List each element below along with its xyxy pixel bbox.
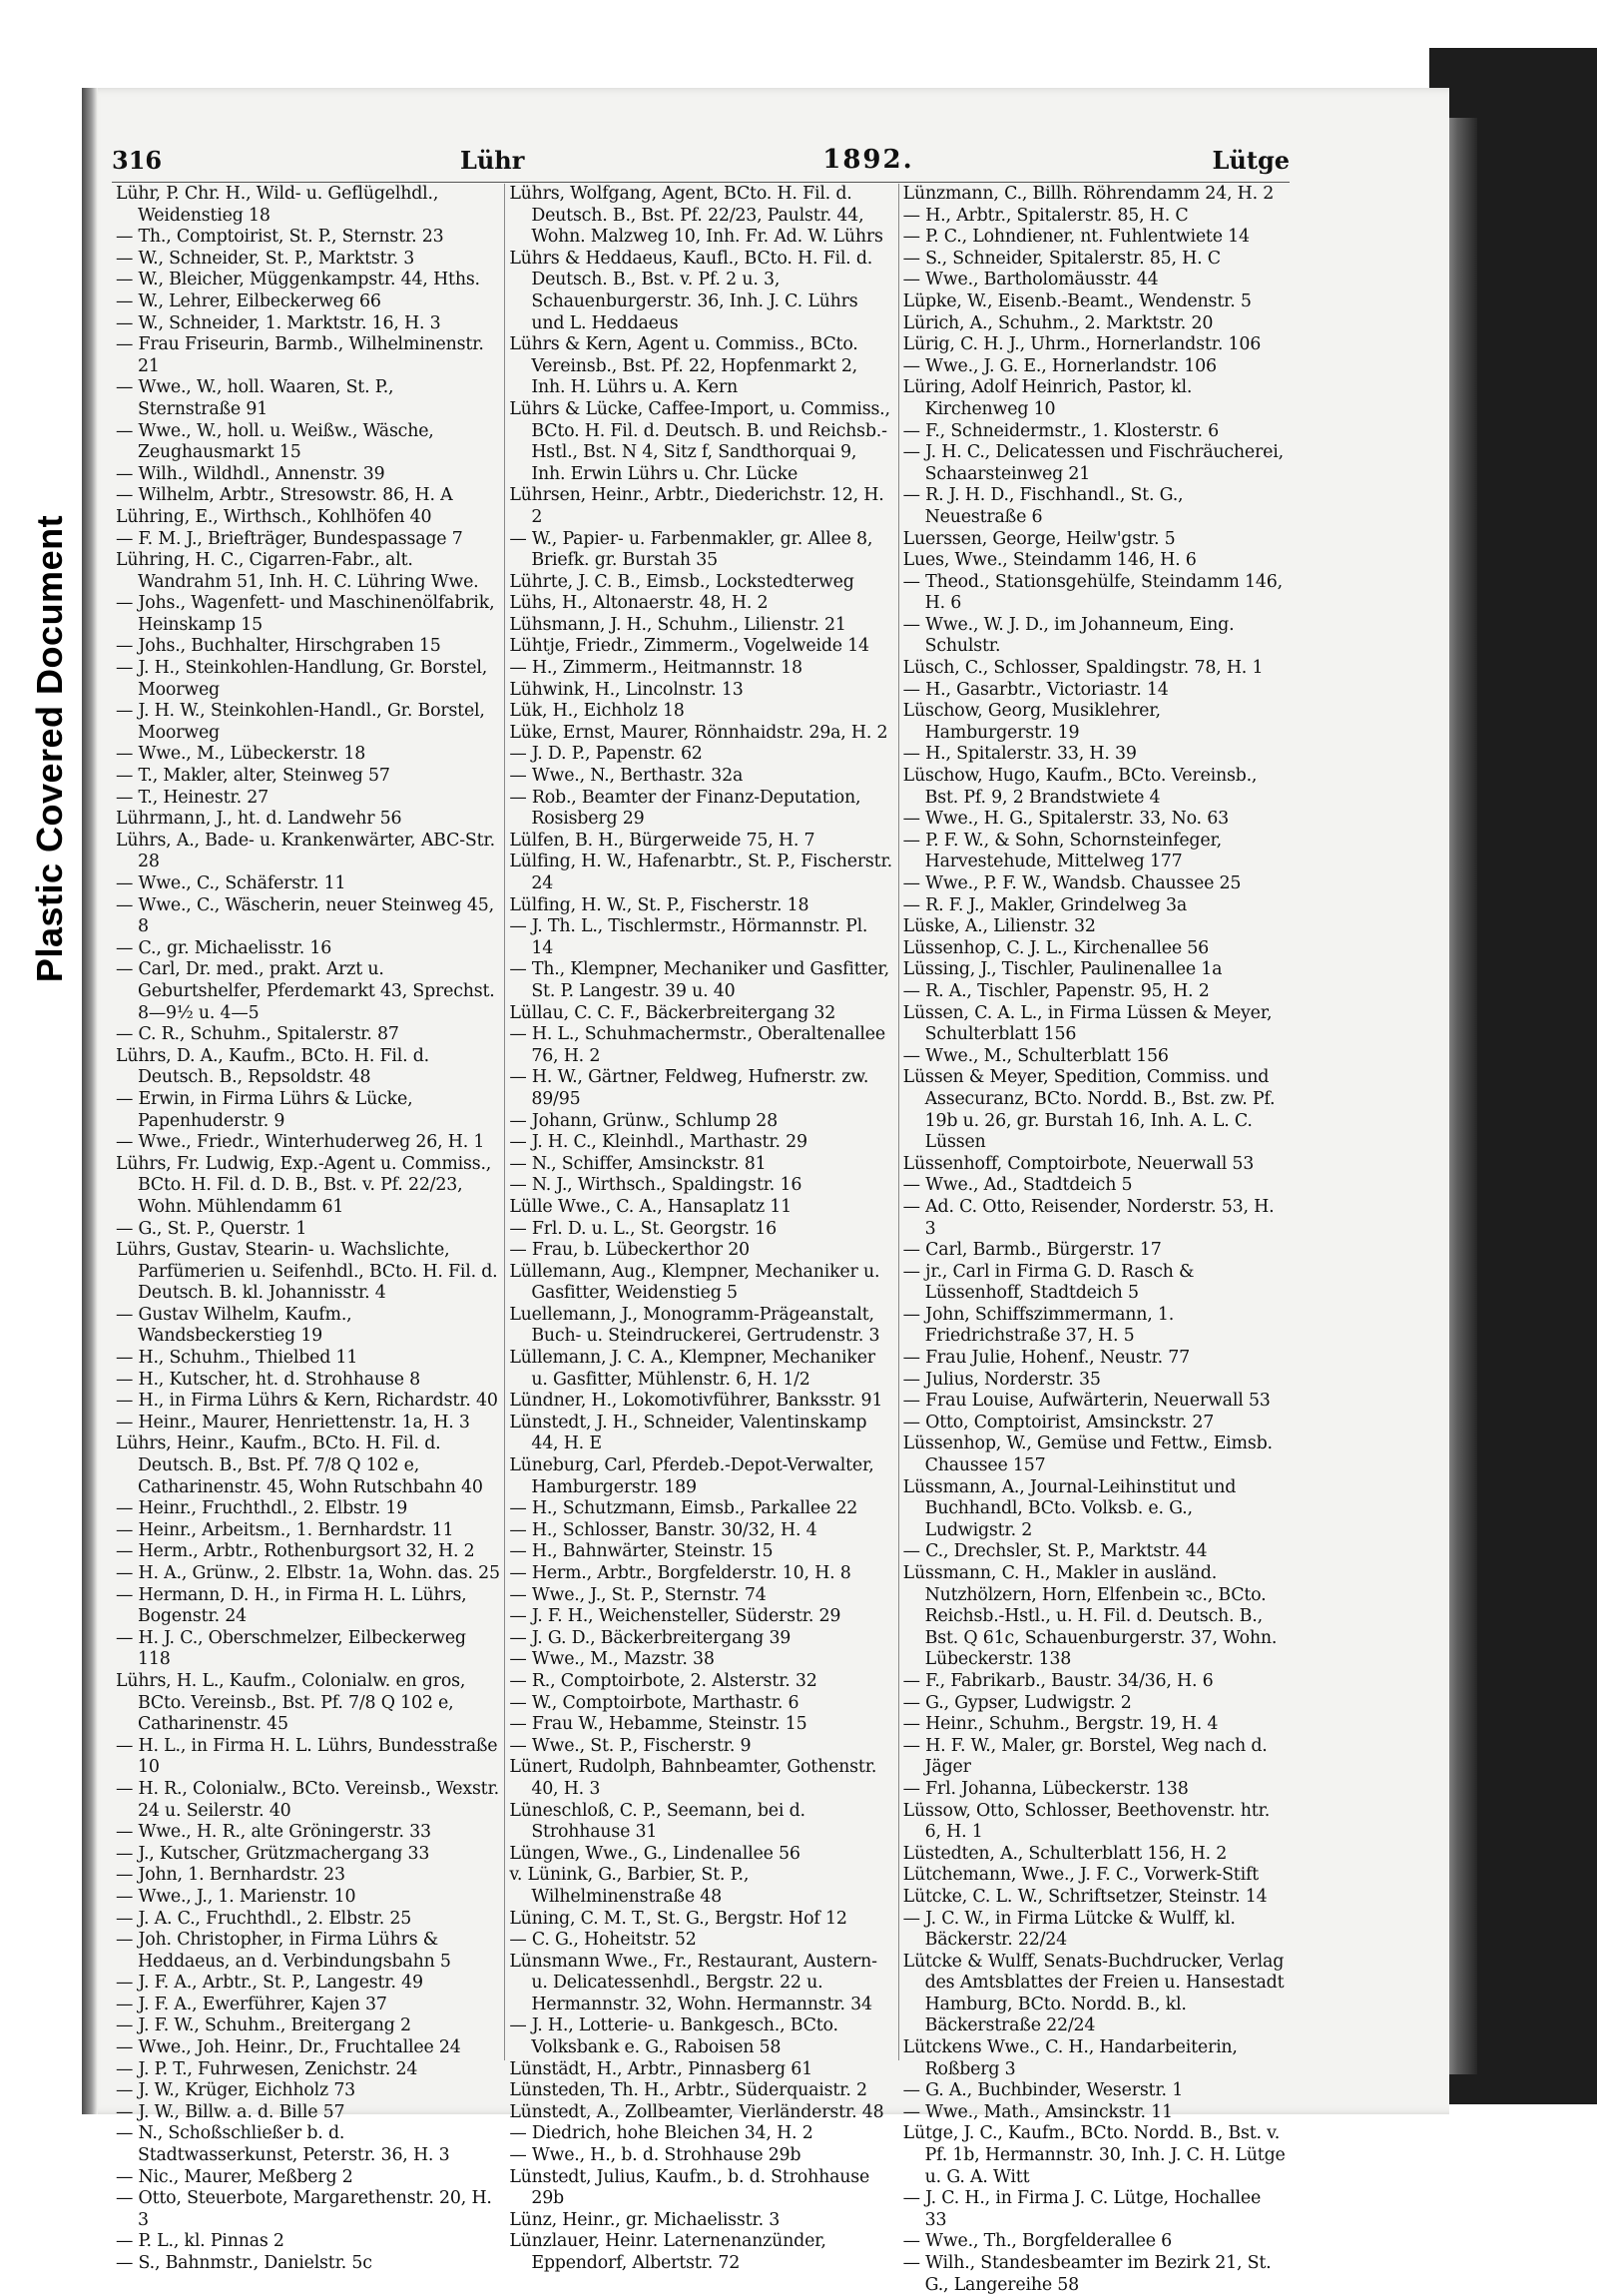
directory-entry: — F., Fabrikarb., Baustr. 34/36, H. 6 (902, 1670, 1214, 1691)
directory-entry: — Frau Julie, Hohenf., Neustr. 77 (902, 1348, 1191, 1369)
directory-entry: — Carl, Dr. med., prakt. Arzt u. Geburtshelfer, Pferdemarkt 43, Sprechst. 8—9½ u. 4—5 (116, 959, 495, 1023)
directory-entry: Lütcke & Wulff, Senats-Buchdrucker, Verlag des Amtsblattes der Freien u. Hansestadt Hamburg, BCto. Nordd. B., kl. Bäckerstraße 22/24 (902, 1951, 1285, 2036)
directory-entry: Lünzlauer, Heinr. Laternenanzünder, Eppendorf, Albertstr. 72 (509, 2231, 826, 2273)
directory-entry: — G., Gypser, Ludwigstr. 2 (902, 1692, 1132, 1713)
directory-entry: Lühring, E., Wirthsch., Kohlhöfen 40 (116, 506, 432, 527)
directory-entry: Lüschow, Hugo, Kaufm., BCto. Vereinsb., Bst. Pf. 9, 2 Brandstwiete 4 (902, 766, 1258, 808)
directory-entry: — H., Arbtr., Spitalerstr. 85, H. C (902, 205, 1189, 226)
directory-entry: — Frau Friseurin, Barmb., Wilhelminenstr. 21 (116, 334, 484, 376)
directory-entry: Lünert, Rudolph, Bahnbeamter, Gothenstr. 40, H. 3 (509, 1757, 877, 1799)
directory-entry: — Wwe., Math., Amsinckstr. 11 (902, 2101, 1173, 2122)
directory-entry: — J. H. C., Delicatessen und Fischräucherei, Schaarsteinweg 21 (902, 442, 1284, 484)
column-1 (112, 184, 504, 2273)
directory-entry: — Erwin, in Firma Lührs & Lücke, Papenhuderstr. 9 (116, 1088, 413, 1131)
directory-entry: — Heinr., Schuhm., Bergstr. 19, H. 4 (902, 1714, 1219, 1735)
directory-entry: — T., Heinestr. 27 (116, 787, 268, 808)
directory-entry: — S., Schneider, Spitalerstr. 85, H. C (902, 248, 1221, 269)
directory-entry: Lührs, D. A., Kaufm., BCto. H. Fil. d. Deutsch. B., Repsoldstr. 48 (116, 1045, 429, 1088)
directory-entry: — H. R., Colonialw., BCto. Vereinsb., Wexstr. 24 u. Seilerstr. 40 (116, 1778, 500, 1821)
header-right-word: Lütge (1212, 145, 1290, 175)
directory-entry: — Wilh., Wildhdl., Annenstr. 39 (116, 463, 385, 484)
directory-entry: — H., Schuhm., Thielbed 11 (116, 1348, 358, 1369)
directory-entry: — John, 1. Bernhardstr. 23 (116, 1865, 345, 1886)
directory-entry: — C., Drechsler, St. P., Marktstr. 44 (902, 1541, 1208, 1562)
directory-entry: Lünstedt, Julius, Kaufm., b. d. Strohhause 29b (509, 2166, 870, 2209)
directory-entry: — C. G., Hoheitstr. 52 (509, 1930, 697, 1951)
directory-entry: — Wwe., J. G. E., Hornerlandstr. 106 (902, 355, 1217, 376)
directory-entry: — J. H. W., Steinkohlen-Handl., Gr. Borstel, Moorweg (116, 701, 485, 743)
page-header (112, 138, 1290, 183)
directory-entry: Luerssen, George, Heilw'gstr. 5 (902, 528, 1176, 549)
directory-entry: Lührs & Kern, Agent u. Commiss., BCto. Vereinsb., Bst. Pf. 22, Hopfenmarkt 2, Inh. H. Lührs u. A. Kern (509, 334, 858, 398)
directory-entry: — Julius, Norderstr. 35 (902, 1369, 1101, 1390)
directory-entry: — Heinr., Arbeitsm., 1. Bernhardstr. 11 (116, 1519, 454, 1540)
directory-entry: — J. A. C., Fruchthdl., 2. Elbstr. 25 (116, 1908, 412, 1929)
directory-entry: — Wwe., H. G., Spitalerstr. 33, No. 63 (902, 809, 1229, 830)
directory-entry: — Wwe., C., Wäscherin, neuer Steinweg 45, 8 (116, 894, 494, 937)
directory-entry: Lüke, Ernst, Maurer, Rönnhaidstr. 29a, H. 2 (509, 722, 888, 743)
directory-entry: Lüpke, W., Eisenb.-Beamt., Wendenstr. 5 (902, 290, 1252, 311)
directory-entry: Lüning, C. M. T., St. G., Bergstr. Hof 12 (509, 1908, 847, 1929)
directory-entry: — John, Schiffszimmermann, 1. Friedrichstraße 37, H. 5 (902, 1304, 1175, 1347)
column-3 (898, 184, 1292, 2295)
directory-entry: — Wwe., N., Berthastr. 32a (509, 766, 744, 787)
directory-entry: Lühring, H. C., Cigarren-Fabr., alt. Wandrahm 51, Inh. H. C. Lühring Wwe. (116, 550, 479, 592)
directory-entry: Lühwink, H., Lincolnstr. 13 (509, 679, 744, 700)
directory-entry: — Johann, Grünw., Schlump 28 (509, 1110, 779, 1131)
directory-entry: — H., Schlosser, Banstr. 30/32, H. 4 (509, 1519, 817, 1540)
directory-entry: — Wwe., M., Lübeckerstr. 18 (116, 744, 366, 765)
directory-entry: Lührs, Wolfgang, Agent, BCto. H. Fil. d. Deutsch. B., Bst. Pf. 22/23, Paulstr. 44, Wohn. Malzweg 10, Inh. Fr. Ad. W. Lührs (509, 184, 883, 248)
directory-entry: — Wilhelm, Arbtr., Stresowstr. 86, H. A (116, 485, 453, 506)
directory-entry: Lüllau, C. C. F., Bäckerbreitergang 32 (509, 1002, 836, 1023)
directory-entry: Lues, Wwe., Steindamm 146, H. 6 (902, 550, 1197, 571)
directory-entry: — J. F. A., Ewerführer, Kajen 37 (116, 1994, 387, 2014)
page-number: 316 (112, 145, 163, 175)
directory-entry: — J. W., Billw. a. d. Bille 57 (116, 2101, 345, 2122)
directory-entry: — J. H., Steinkohlen-Handlung, Gr. Borstel, Moorweg (116, 658, 488, 700)
directory-entry: — H., Gasarbtr., Victoriastr. 14 (902, 679, 1169, 700)
directory-entry: Lüngen, Wwe., G., Lindenallee 56 (509, 1843, 800, 1864)
directory-entry: — J. P. T., Fuhrwesen, Zenichstr. 24 (116, 2058, 418, 2079)
directory-entry: — T., Makler, alter, Steinweg 57 (116, 766, 390, 787)
directory-entry: — H., in Firma Lührs & Kern, Richardstr. 40 (116, 1391, 498, 1412)
directory-entry: Lührmann, J., ht. d. Landwehr 56 (116, 809, 402, 830)
directory-entry: — Th., Klempner, Mechaniker und Gasfitter, St. P. Langestr. 39 u. 40 (509, 959, 889, 1001)
directory-entry: — Wwe., Friedr., Winterhuderweg 26, H. 1 (116, 1132, 485, 1153)
directory-entry: — C. R., Schuhm., Spitalerstr. 87 (116, 1024, 399, 1045)
directory-entry: Lüssenhop, C. J. L., Kirchenallee 56 (902, 937, 1209, 958)
directory-entry: — Carl, Barmb., Bürgerstr. 17 (902, 1240, 1162, 1261)
directory-entry: — Gustav Wilhelm, Kaufm., Wandsbeckerstieg 19 (116, 1304, 352, 1347)
directory-entry: — jr., Carl in Firma G. D. Rasch & Lüssenhoff, Stadtdeich 5 (902, 1261, 1195, 1304)
directory-entry: — Wwe., St. P., Fischerstr. 9 (509, 1735, 752, 1756)
directory-entry: Lülle Wwe., C. A., Hansaplatz 11 (509, 1196, 793, 1217)
directory-entry: — P. F. W., & Sohn, Schornsteinfeger, Harvestehude, Mittelweg 177 (902, 830, 1222, 872)
directory-entry: — Th., Comptoirist, St. P., Sternstr. 23 (116, 227, 444, 248)
directory-entry: Lüssow, Otto, Schlosser, Beethovenstr. htr. 6, H. 1 (902, 1800, 1271, 1843)
directory-entry: Lühr, P. Chr. H., Wild- u. Geflügelhdl., Weidenstieg 18 (116, 184, 439, 226)
directory-entry: — W., Comptoirbote, Marthastr. 6 (509, 1692, 799, 1713)
directory-entry: — N., Schoßschließer b. d. Stadtwasserkunst, Peterstr. 36, H. 3 (116, 2123, 450, 2166)
directory-entry: — Wwe., M., Schulterblatt 156 (902, 1045, 1169, 1066)
directory-entry: — H. L., in Firma H. L. Lührs, Bundesstraße 10 (116, 1735, 498, 1778)
directory-entry: — Wwe., Joh. Heinr., Dr., Fruchtallee 24 (116, 2037, 461, 2058)
directory-entry: — Herm., Arbtr., Borgfelderstr. 10, H. 8 (509, 1563, 851, 1583)
directory-entry: Lük, H., Eichholz 18 (509, 701, 685, 722)
directory-entry: Lührs, Gustav, Stearin- u. Wachslichte, Parfümerien u. Seifenhdl., BCto. H. Fil. d. Deutsch. B. kl. Johannisstr. 4 (116, 1240, 498, 1304)
directory-entry: Lüssmann, C. H., Makler in ausländ. Nutzhölzern, Horn, Elfenbein ꝛc., BCto. Reichsb.-Hstl., u. H. Fil. d. Deutsch. B., Bst. Q 61c, Schauenburgerstr. 37, Wohn. Lübeckerstr. 138 (902, 1563, 1278, 1670)
directory-entry: — Johs., Wagenfett- und Maschinenölfabrik, Heinskamp 15 (116, 593, 495, 635)
directory-entry: — N. J., Wirthsch., Spaldingstr. 16 (509, 1175, 802, 1196)
directory-entry: — Wwe., W., holl. u. Weißw., Wäsche, Zeughausmarkt 15 (116, 420, 434, 463)
directory-entry: — Hermann, D. H., in Firma H. L. Lührs, Bogenstr. 24 (116, 1584, 467, 1627)
directory-entry: — G. A., Buchbinder, Weserstr. 1 (902, 2080, 1184, 2101)
directory-entry: — H. F. W., Maler, gr. Borstel, Weg nach d. Jäger (902, 1735, 1268, 1778)
directory-entry: — R., Comptoirbote, 2. Alsterstr. 32 (509, 1670, 817, 1691)
directory-entry: — R. J. H. D., Fischhandl., St. G., Neuestraße 6 (902, 485, 1184, 527)
directory-entry: Lührte, J. C. B., Eimsb., Lockstedterweg (509, 571, 854, 592)
directory-entry: — W., Bleicher, Müggenkampstr. 44, Hths. (116, 270, 480, 290)
directory-columns (112, 184, 1292, 2295)
directory-entry: — F., Schneidermstr., 1. Klosterstr. 6 (902, 420, 1220, 441)
directory-entry: — W., Lehrer, Eilbeckerweg 66 (116, 290, 381, 311)
directory-entry: Lütchemann, Wwe., J. F. C., Vorwerk-Stift (902, 1865, 1259, 1886)
directory-entry: — Diedrich, hohe Bleichen 34, H. 2 (509, 2123, 813, 2144)
directory-entry: — Frau, b. Lübeckerthor 20 (509, 1240, 750, 1261)
directory-entry: — Frau W., Hebamme, Steinstr. 15 (509, 1714, 807, 1735)
directory-entry: — Nic., Maurer, Meßberg 2 (116, 2166, 353, 2187)
directory-entry: — Frau Louise, Aufwärterin, Neuerwall 53 (902, 1391, 1271, 1412)
directory-entry: Lülfing, H. W., St. P., Fischerstr. 18 (509, 894, 809, 915)
directory-entry: — J. G. D., Bäckerbreitergang 39 (509, 1627, 792, 1648)
directory-entry: — R. A., Tischler, Papenstr. 95, H. 2 (902, 980, 1210, 1001)
directory-entry: Luellemann, J., Monogramm-Prägeanstalt, Buch- u. Steindruckerei, Gertrudenstr. 3 (509, 1304, 880, 1347)
directory-entry: Lündner, H., Lokomotivführer, Banksstr. 91 (509, 1391, 883, 1412)
directory-entry: v. Lünink, G., Barbier, St. P., Wilhelminenstraße 48 (509, 1865, 750, 1907)
directory-entry: — W., Papier- u. Farbenmakler, gr. Allee 8, Briefk. gr. Burstah 35 (509, 528, 873, 571)
directory-entry: — J. F. H., Weichensteller, Süderstr. 29 (509, 1606, 841, 1627)
directory-entry: — H. L., Schuhmachermstr., Oberaltenallee 76, H. 2 (509, 1024, 885, 1066)
directory-entry: Lünz, Heinr., gr. Michaelisstr. 3 (509, 2209, 781, 2230)
directory-entry: Lührs & Lücke, Caffee-Import, u. Commiss., BCto. H. Fil. d. Deutsch. B. und Reichsb.-Hstl., Bst. N 4, Sitz f, Sandthorquai 9, Inh. Erwin Lührs u. Chr. Lücke (509, 398, 890, 484)
directory-entry: — Otto, Steuerbote, Margarethenstr. 20, H. 3 (116, 2188, 492, 2230)
directory-entry: Lütckens Wwe., C. H., Handarbeiterin, Roßberg 3 (902, 2037, 1238, 2079)
directory-entry: Lüring, Adolf Heinrich, Pastor, kl. Kirchenweg 10 (902, 377, 1193, 419)
directory-entry: — R. F. J., Makler, Grindelweg 3a (902, 894, 1187, 915)
directory-entry: Lülfen, B. H., Bürgerweide 75, H. 7 (509, 830, 815, 851)
directory-entry: Lüllemann, J. C. A., Klempner, Mechaniker u. Gasfitter, Mühlenstr. 6, H. 1/2 (509, 1348, 875, 1390)
directory-entry: — N., Schiffer, Amsinckstr. 81 (509, 1153, 767, 1174)
directory-entry: — H. W., Gärtner, Feldweg, Hufnerstr. zw. 89/95 (509, 1067, 869, 1109)
directory-entry: Lüssenhop, W., Gemüse und Fettw., Eimsb. Chaussee 157 (902, 1434, 1273, 1476)
directory-entry: — Wwe., P. F. W., Wandsb. Chaussee 25 (902, 873, 1242, 893)
directory-entry: Lünstedt, A., Zollbeamter, Vierländerstr. 48 (509, 2101, 884, 2122)
directory-entry: Lüneschloß, C. P., Seemann, bei d. Strohhause 31 (509, 1800, 805, 1843)
directory-entry: Lüssenhoff, Comptoirbote, Neuerwall 53 (902, 1153, 1255, 1174)
directory-entry: Lühs, H., Altonaerstr. 48, H. 2 (509, 593, 769, 614)
directory-entry: — Otto, Comptoirist, Amsinckstr. 27 (902, 1412, 1215, 1433)
directory-entry: Lüschow, Georg, Musiklehrer, Hamburgerstr. 19 (902, 701, 1161, 743)
directory-entry: — J. W., Krüger, Eichholz 73 (116, 2080, 356, 2101)
directory-entry: Lüske, A., Lilienstr. 32 (902, 916, 1096, 937)
directory-entry: — J. C. H., in Firma J. C. Lütge, Hochallee 33 (902, 2188, 1262, 2230)
directory-entry: Lüssing, J., Tischler, Paulinenallee 1a (902, 959, 1223, 980)
directory-entry: — J. H., Lotterie- u. Bankgesch., BCto. Volksbank e. G., Raboisen 58 (509, 2015, 838, 2058)
scanner-background (1429, 48, 1597, 2104)
directory-entry: — P. L., kl. Pinnas 2 (116, 2231, 284, 2252)
directory-entry: Lührs, A., Bade- u. Krankenwärter, ABC-Str. 28 (116, 830, 495, 872)
directory-entry: — Wilh., Standesbeamter im Bezirk 21, St. G., Langereihe 58 (902, 2253, 1272, 2295)
directory-entry: — W., Schneider, 1. Marktstr. 16, H. 3 (116, 312, 441, 333)
directory-entry: — J. F. W., Schuhm., Breitergang 2 (116, 2015, 411, 2036)
directory-entry: Lütge, J. C., Kaufm., BCto. Nordd. B., Bst. v. Pf. 1b, Hermannstr. 30, Inh. J. C. H. Lütge u. G. A. Witt (902, 2123, 1286, 2187)
directory-entry: — Joh. Christopher, in Firma Lührs & Heddaeus, an d. Verbindungsbahn 5 (116, 1930, 451, 1972)
directory-entry: — G., St. P., Querstr. 1 (116, 1218, 307, 1239)
directory-entry: — Wwe., W., holl. Waaren, St. P., Sternstraße 91 (116, 377, 394, 419)
directory-entry: — Herm., Arbtr., Rothenburgsort 32, H. 2 (116, 1541, 475, 1562)
directory-entry: Lüssen, C. A. L., in Firma Lüssen & Meyer, Schulterblatt 156 (902, 1002, 1273, 1045)
directory-entry: — J. C. W., in Firma Lütcke & Wulff, kl. Bäckerstr. 22/24 (902, 1908, 1236, 1951)
directory-entry: Lünsteden, Th. H., Arbtr., Süderquaistr. 2 (509, 2080, 867, 2101)
directory-entry: — Ad. C. Otto, Reisender, Norderstr. 53, H. 3 (902, 1196, 1275, 1239)
directory-entry: — F. M. J., Briefträger, Bundespassage 7 (116, 528, 463, 549)
directory-entry: Lüstedten, A., Schulterblatt 156, H. 2 (902, 1843, 1228, 1864)
directory-entry: — Heinr., Maurer, Henriettenstr. 1a, H. 3 (116, 1412, 470, 1433)
directory-entry: Lührsen, Heinr., Arbtr., Diederichstr. 12, H. 2 (509, 485, 884, 527)
directory-entry: Lüllemann, Aug., Klempner, Mechaniker u. Gasfitter, Weidenstieg 5 (509, 1261, 880, 1304)
directory-entry: Lührs, H. L., Kaufm., Colonialw. en gros, BCto. Vereinsb., Bst. Pf. 7/8 Q 102 e, Catharinenstr. 45 (116, 1670, 466, 1735)
directory-entry: Lünzmann, C., Billh. Röhrendamm 24, H. 2 (902, 184, 1275, 204)
directory-entry: Lührs & Heddaeus, Kaufl., BCto. H. Fil. d. Deutsch. B., Bst. v. Pf. 2 u. 3, Schauenburgerstr. 36, Inh. J. C. Lührs und L. Heddaeus (509, 248, 873, 333)
directory-entry: — Heinr., Fruchthdl., 2. Elbstr. 19 (116, 1498, 408, 1519)
directory-entry: Lürig, C. H. J., Uhrm., Hornerlandstr. 106 (902, 334, 1262, 355)
directory-entry: — J. Th. L., Tischlermstr., Hörmannstr. Pl. 14 (509, 916, 868, 958)
directory-entry: — Wwe., J., 1. Marienstr. 10 (116, 1886, 356, 1907)
directory-entry: — Wwe., Th., Borgfelderallee 6 (902, 2231, 1172, 2252)
directory-entry: — J. D. P., Papenstr. 62 (509, 744, 703, 765)
directory-entry: — Wwe., Bartholomäusstr. 44 (902, 270, 1159, 290)
directory-entry: Lührs, Fr. Ludwig, Exp.-Agent u. Commiss., BCto. H. Fil. d. D. B., Bst. v. Pf. 22/23, Wohn. Mühlendamm 61 (116, 1153, 492, 1217)
directory-entry: — Wwe., W. J. D., im Johanneum, Eing. Schulstr. (902, 614, 1235, 657)
directory-entry: Lülfing, H. W., Hafenarbtr., St. P., Fischerstr. 24 (509, 852, 892, 893)
directory-entry: Lünstädt, H., Arbtr., Pinnasberg 61 (509, 2058, 812, 2079)
directory-entry: Lührs, Heinr., Kaufm., BCto. H. Fil. d. Deutsch. B., Bst. Pf. 7/8 Q 102 e, Catharinenstr. 45, Wohn Rutschbahn 40 (116, 1434, 483, 1497)
directory-entry: — Frl. Johanna, Lübeckerstr. 138 (902, 1778, 1189, 1799)
column-2 (504, 184, 897, 2273)
directory-entry: — H., Schutzmann, Eimsb., Parkallee 22 (509, 1498, 858, 1519)
directory-entry: Lünstedt, J. H., Schneider, Valentinskamp 44, H. E (509, 1412, 867, 1454)
directory-entry: — H., Spitalerstr. 33, H. 39 (902, 744, 1137, 765)
directory-entry: — P. C., Lohndiener, nt. Fuhlentwiete 14 (902, 227, 1250, 248)
directory-entry: — Wwe., M., Mazstr. 38 (509, 1649, 715, 1670)
directory-entry: — Wwe., H. R., alte Gröningerstr. 33 (116, 1822, 431, 1843)
directory-entry: Lünsmann Wwe., Fr., Restaurant, Austern- u. Delicatessenhdl., Bergstr. 22 u. Hermannstr. 32, Wohn. Hermannstr. 34 (509, 1951, 877, 2014)
directory-entry: — Wwe., J., St. P., Sternstr. 74 (509, 1584, 767, 1605)
directory-entry: — H., Bahnwärter, Steinstr. 15 (509, 1541, 774, 1562)
directory-entry: Lühtje, Friedr., Zimmerm., Vogelweide 14 (509, 636, 869, 657)
directory-entry: — Theod., Stationsgehülfe, Steindamm 146, H. 6 (902, 571, 1283, 614)
directory-entry: — Frl. D. u. L., St. Georgstr. 16 (509, 1218, 777, 1239)
directory-entry: — H., Zimmerm., Heitmannstr. 18 (509, 658, 802, 679)
directory-entry: Lüssmann, A., Journal-Leihinstitut und Buchhandl, BCto. Volksb. e. G., Ludwigstr. 2 (902, 1476, 1237, 1540)
directory-entry: Lütcke, C. L. W., Schriftsetzer, Steinstr. 14 (902, 1886, 1268, 1907)
header-year: 1892. (822, 145, 914, 175)
directory-entry: — Wwe., H., b. d. Strohhause 29b (509, 2145, 801, 2166)
directory-entry: — Wwe., Ad., Stadtdeich 5 (902, 1175, 1133, 1196)
directory-entry: — J., Kutscher, Grützmachergang 33 (116, 1843, 430, 1864)
directory-entry: — S., Bahnmstr., Danielstr. 5c (116, 2253, 372, 2273)
directory-entry: Lüssen & Meyer, Spedition, Commiss. und Assecuranz, BCto. Nordd. B., Bst. zw. Pf. 19b u. 26, gr. Burstah 16, Inh. A. L. C. Lüssen (902, 1067, 1276, 1153)
directory-entry: Lühsmann, J. H., Schuhm., Lilienstr. 21 (509, 614, 846, 635)
directory-entry: — H., Kutscher, ht. d. Strohhause 8 (116, 1369, 420, 1390)
directory-entry: — W., Schneider, St. P., Marktstr. 3 (116, 248, 415, 269)
directory-entry: — J. H. C., Kleinhdl., Marthastr. 29 (509, 1132, 807, 1153)
directory-entry: — C., gr. Michaelisstr. 16 (116, 937, 332, 958)
side-label-text: Plastic Covered Document (29, 514, 71, 983)
directory-entry: — H. J. C., Oberschmelzer, Eilbeckerweg 118 (116, 1627, 466, 1670)
directory-entry: Lüneburg, Carl, Pferdeb.-Depot-Verwalter, Hamburgerstr. 189 (509, 1455, 874, 1497)
directory-entry: — Wwe., C., Schäferstr. 11 (116, 873, 346, 893)
header-left-word: Lühr (459, 145, 525, 175)
directory-entry: — Rob., Beamter der Finanz-Deputation, Rosisberg 29 (509, 787, 861, 830)
directory-entry: Lüsch, C., Schlosser, Spaldingstr. 78, H. 1 (902, 658, 1264, 679)
directory-entry: — J. F. A., Arbtr., St. P., Langestr. 49 (116, 1973, 423, 1994)
directory-entry: — Johs., Buchhalter, Hirschgraben 15 (116, 636, 441, 657)
directory-entry: — H. A., Grünw., 2. Elbstr. 1a, Wohn. das. 25 (116, 1563, 500, 1583)
directory-entry: Lürich, A., Schuhm., 2. Marktstr. 20 (902, 312, 1214, 333)
